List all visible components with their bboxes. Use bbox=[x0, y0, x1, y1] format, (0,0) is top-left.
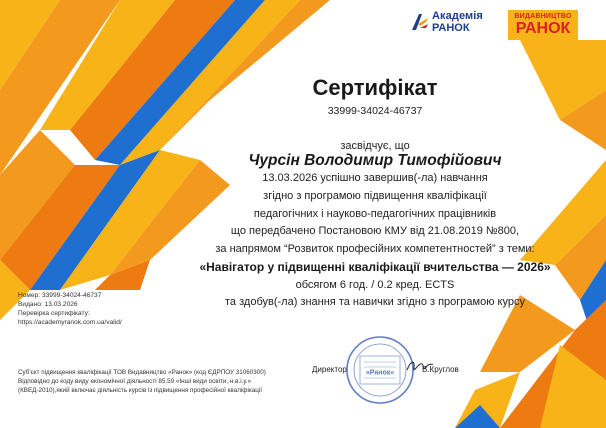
volume-line: обсягом 6 год. / 0.2 кред. ECTS bbox=[295, 279, 455, 291]
skills-line: та здобув(-ла) знання та навички згідно з програмою курсу bbox=[225, 296, 525, 308]
certificate-number: 33999-34024-46737 bbox=[327, 105, 423, 117]
certificate-info bbox=[18, 291, 122, 327]
akademia-logo-line2: РАНОК bbox=[432, 22, 470, 34]
akademia-logo-line1: Академія bbox=[432, 10, 483, 22]
program-line: згідно з програмою підвищення кваліфікації bbox=[263, 190, 487, 202]
recipient-name: Чурсін Володимир Тимофійович bbox=[248, 152, 502, 169]
direction-line: за напрямом “Розвиток професійних компетентностей” з теми: bbox=[215, 243, 535, 255]
legal-notice bbox=[18, 368, 308, 395]
stamp-label: «Ранок» bbox=[365, 369, 395, 377]
akademia-logo-mark-icon bbox=[410, 12, 430, 32]
info-number: Номер: 33999-34024-46737 bbox=[18, 292, 102, 299]
testifies-text: засвідчує, що bbox=[340, 140, 410, 152]
legal-line: Суб'єкт підвищення кваліфікації ТОВ Видавництво «Ранок» (код ЄДРПОУ 31060300) bbox=[18, 369, 266, 376]
director-label: Директор bbox=[312, 365, 347, 374]
resolution-line: що передбачено Постановою КМУ від 21.08.2019 №800, bbox=[230, 225, 520, 237]
akademia-ranok-logo bbox=[410, 10, 502, 36]
legal-line: (КВЕД-2010),який включає діяльність курсів із підвищення професійної кваліфікації bbox=[18, 387, 263, 394]
completion-line: 13.03.2026 успішно завершив(-ла) навчання bbox=[262, 172, 488, 184]
vydavnytstvo-ranok-logo bbox=[508, 10, 578, 40]
info-issued: Видано: 13.03.2026 bbox=[18, 301, 78, 308]
certificate-title: Сертифікат bbox=[312, 75, 438, 100]
info-verify-url[interactable]: https://academyranok.com.ua/valid/ bbox=[18, 319, 122, 326]
info-verify-label: Перевірка сертифікату: bbox=[18, 310, 90, 317]
course-title: «Навігатор у підвищенні кваліфікації вчительства — 2026» bbox=[199, 260, 551, 274]
vydav-logo-line2: РАНОК bbox=[515, 20, 571, 37]
legal-line: Відповідно до коду виду економічної діяльності 85.59 «Інші види освіти, н.в.і.у.» bbox=[18, 378, 252, 385]
workers-line: педагогічних і науково-педагогічних працівників bbox=[253, 208, 497, 220]
vydav-logo-line1: ВИДАВНИЦТВО bbox=[514, 13, 572, 20]
director-name: В.Круглов bbox=[422, 365, 459, 374]
